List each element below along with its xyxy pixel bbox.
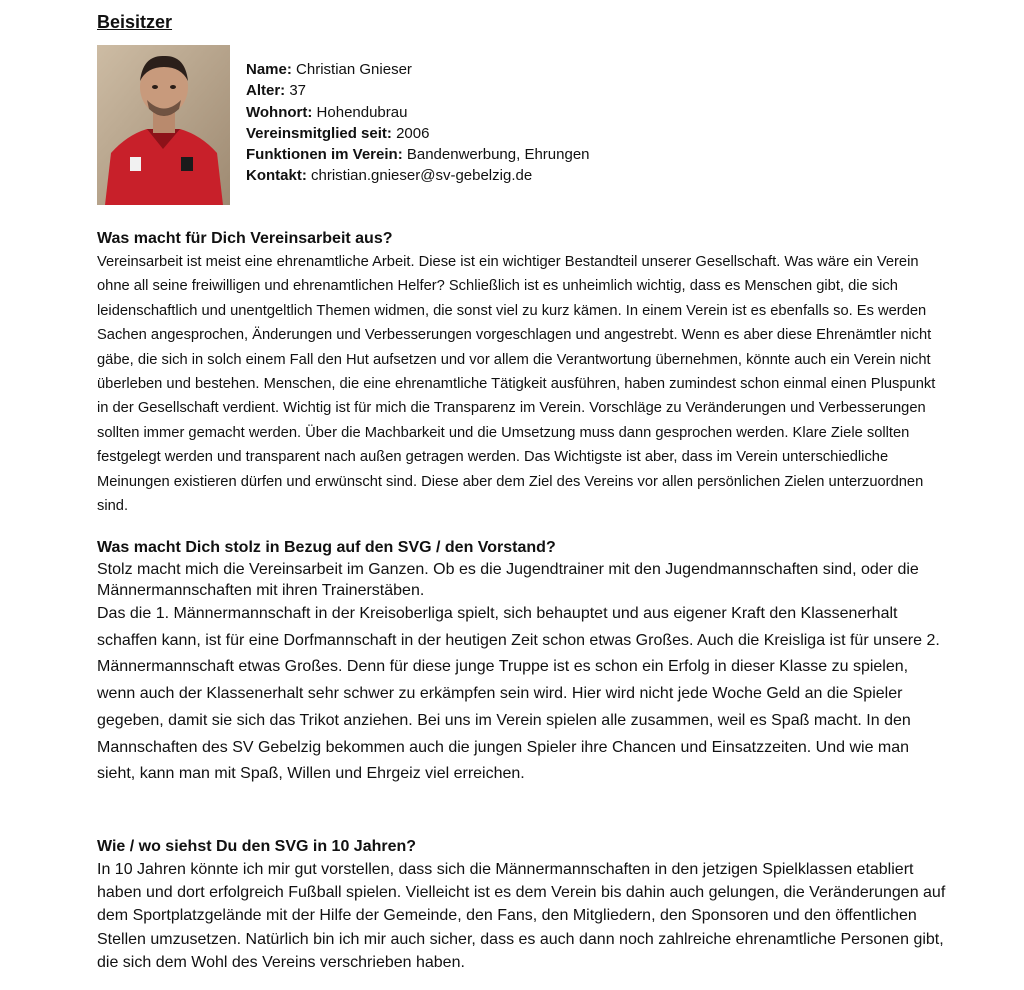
age-label: Alter:	[246, 82, 286, 100]
answer-text: In 10 Jahren könnte ich mir gut vorstellen, dass sich die Männermannschaften in den jetzigen Spielklassen etabliert haben und dort erfolgreich Fußball spielen. Vielleicht ist es dem Verein bis dahin auch gelungen, die Veränderungen auf dem Sportplatzgelände mit der Hilfe der Gemeinde, den Fans, den Mitgliedern, den Sponsoren und den öffentlichen Stellen umzusetzen. Natürlich bin ich mir auch sicher, dass es auch dann noch zahlreiche ehrenamtliche Personen gibt, die sich dem Wohl des Vereins verschrieben haben.	[97, 861, 946, 971]
answer-intro-text: Stolz macht mich die Vereinsarbeit im Ganzen. Ob es die Jugendtrainer mit den Jugendmannschaften sind, oder die Männermannschaften mit ihren Trainerstäben.	[97, 561, 919, 599]
profile-age-row	[246, 80, 590, 101]
functions-value: Bandenwerbung, Ehrungen	[406, 146, 590, 164]
home-value: Hohendubrau	[316, 103, 408, 121]
question-section-2	[97, 537, 947, 788]
name-label: Name:	[246, 61, 292, 78]
functions-label: Funktionen im Verein:	[246, 146, 403, 164]
question-heading: Was macht für Dich Vereinsarbeit aus?	[97, 230, 393, 247]
age-value: 37	[289, 82, 307, 100]
profile-details	[246, 59, 590, 187]
question-heading: Was macht Dich stolz in Bezug auf den SVG / den Vorstand?	[97, 539, 556, 556]
answer-text: Vereinsarbeit ist meist eine ehrenamtliche Arbeit. Diese ist ein wichtiger Bestandteil unserer Gesellschaft. Was wäre ein Verein ohne all seine freiwilligen und ehrenamtlichen Helfer? Schließlich ist es unheimlich wichtig, dass es Menschen gibt, die sich leidenschaftlich und unentgeltlich Themen widmen, die sonst viel zu kurz kämen. In einem Verein ist es ebenfalls so. Es werden Sachen angesprochen, Änderungen und Verbesserungen vorgeschlagen und angestrebt. Wenn es aber diese Ehrenämtler nicht gäbe, die sich in solch einem Fall den Hut aufsetzen und vor allem die Verantwortung übernehmen, könnte auch ein Verein nicht überleben und bestehen. Menschen, die eine ehrenamtliche Tätigkeit ausführen, haben zumindest schon einmal einen Pluspunkt in der Gesellschaft verdient. Wichtig ist für mich die Transparenz im Verein. Vorschläge zu Veränderungen und Verbesserungen sollten immer gemacht werden. Über die Machbarkeit und die Umsetzung muss dann gesprochen werden. Klare Ziele sollten festgelegt werden und transparent nach außen getragen werden. Das Wichtigste ist aber, dass im Verein unterschiedliche Meinungen existieren dürfen und erwünscht sind. Diese aber dem Ziel des Vereins vor allen persönlichen Zielen unterzuordnen sind.	[97, 254, 936, 515]
home-label: Wohnort:	[246, 103, 313, 121]
member-since-label: Vereinsmitglied seit:	[246, 124, 392, 142]
profile-member-since-row	[246, 123, 590, 144]
member-since-value: 2006	[396, 124, 430, 142]
contact-value: christian.gnieser@sv-gebelzig.de	[311, 167, 533, 185]
profile-functions-row	[246, 144, 590, 165]
contact-label: Kontakt:	[246, 167, 307, 185]
section-title: Beisitzer	[97, 12, 173, 32]
name-value: Christian Gnieser	[296, 61, 412, 78]
question-heading: Wie / wo siehst Du den SVG in 10 Jahren?	[97, 838, 417, 855]
portrait-photo	[97, 45, 230, 205]
question-section-1	[97, 228, 947, 518]
profile-home-row	[246, 102, 590, 123]
question-section-3	[97, 836, 947, 974]
profile-name-row	[246, 59, 590, 80]
answer-text: Das die 1. Männermannschaft in der Kreisoberliga spielt, sich behauptet und aus eigener Kraft den Klassenerhalt schaffen kann, ist für eine Dorfmannschaft in der heutigen Zeit schon etwas Großes. Auch die Kreisliga ist für unsere 2. Männermannschaft etwas Großes. Denn für diese junge Truppe ist es schon ein Erfolg in dieser Klasse zu spielen, wenn auch der Klassenerhalt sehr schwer zu erkämpfen sein wird. Hier wird nicht jede Woche Geld an die Spieler gegeben, damit sie sich das Trikot anziehen. Bei uns im Verein spielen alle zusammen, weil es Spaß macht. In den Mannschaften des SV Gebelzig bekommen auch die jungen Spieler ihre Chancen und Einsatzzeiten. Und wie man sieht, kann man mit Spaß, Willen und Ehrgeiz viel erreichen.	[97, 605, 940, 783]
profile-contact-row	[246, 165, 590, 186]
